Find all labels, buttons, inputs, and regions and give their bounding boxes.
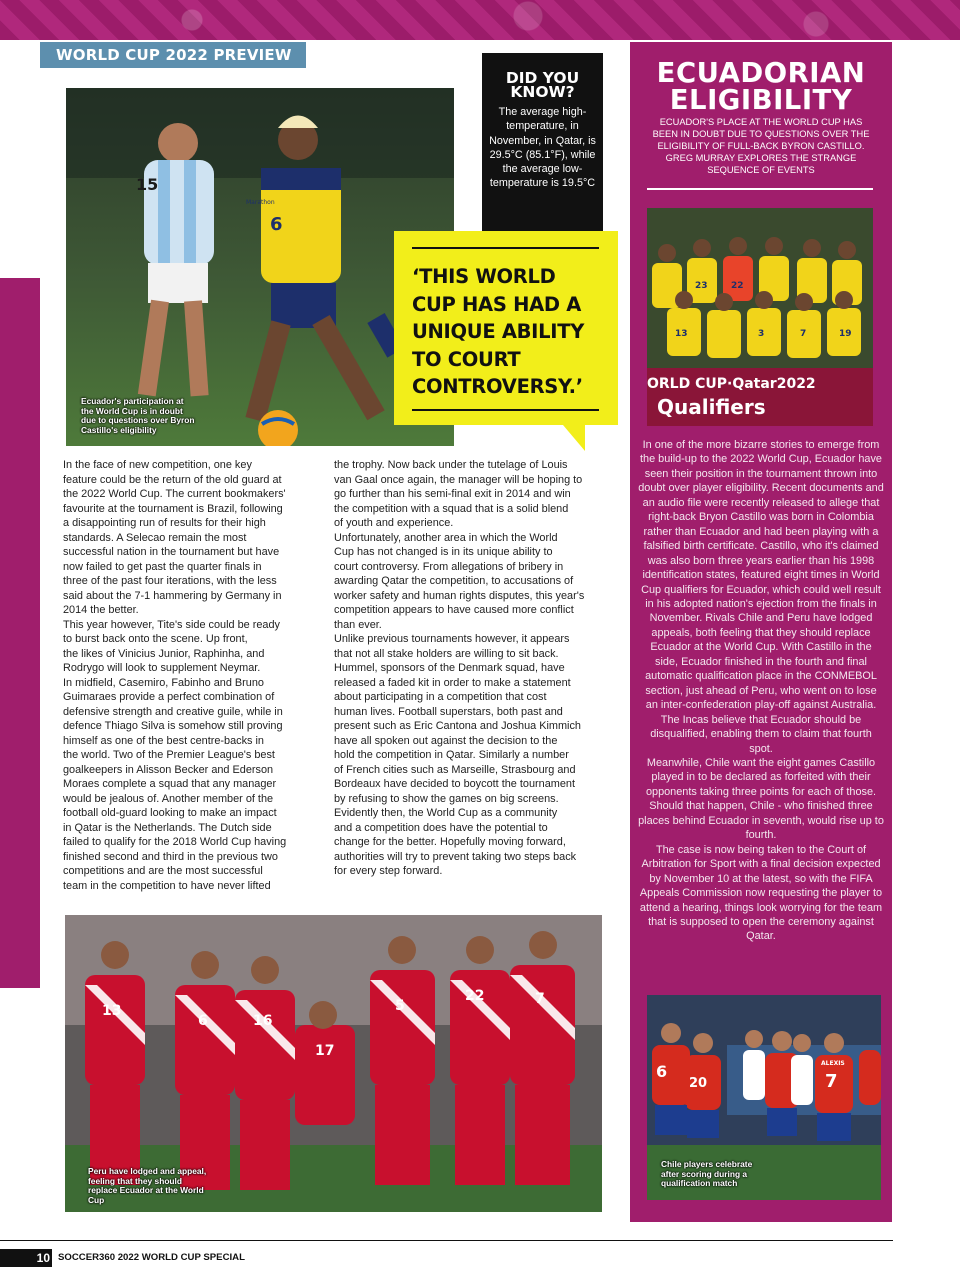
sidebar-title: ECUADORIAN ELIGIBILITY — [656, 57, 866, 116]
article-column-1: In the face of new competition, one key feature could be the return of the old guard at the 2022 World Cup. The current bookmakers' favourite at the tournament is Brazil, following a disappointing run of results for their high standards. A Selecao remain the most successful nation in the tournament but have now failed to get past the quarter finals in three of the past four iterations, with the less said about the 7-1 hammering by Germany in 2014 the better. This year however, Tite's side could be ready to burst back onto the scene. Up front, the likes of Vinicius Junior, Raphinha, and Rodrygo will look to supplement Neymar. In midfield, Casemiro, Fabinho and Bruno Guimaraes provide a perfect combination of defensive strength and creative guile, while in defence Thiago Silva is somehow still proving himself as one of the best centre-backs in the world. Two of the Premier League's best goalkeepers in Alisson Becker and Ederson Moraes complete a squad that any manager would be jealous of. Another member of the football old-guard looking to make an impact in Qatar is the Netherlands. The Dutch side failed to qualify for the 2018 World Cup having finished second and third in the previous two competitions and are the most successful team in the competition to have never lifted — [63, 459, 287, 892]
top-decorative-banner — [0, 0, 960, 40]
qualifiers-banner-bottom: Qualifiers — [657, 395, 766, 419]
svg-text:19: 19 — [839, 329, 852, 339]
sidebar-rule-bottom — [647, 188, 873, 190]
left-accent-bar — [0, 278, 40, 988]
quote-pointer — [563, 425, 585, 451]
photo-chile-celebrate — [647, 995, 881, 1200]
pull-quote: ‘THIS WORLD CUP HAS HAD A UNIQUE ABILITY TO COURT CONTROVERSY.’ — [412, 265, 585, 398]
svg-text:7: 7 — [825, 1071, 838, 1092]
argentina-shirt-number: 15 — [136, 175, 159, 194]
section-label: WORLD CUP 2022 PREVIEW — [40, 42, 306, 68]
shirt-sponsor: Marathon — [246, 199, 275, 206]
did-you-know-box — [482, 53, 603, 231]
sidebar-ecuadorian-eligibility — [630, 42, 892, 1222]
sidebar-body: In one of the more bizarre stories to emerge from the build-up to the 2022 World Cup, Ecuador have seen their position in the tournament thrown into doubt over player eligibility. Recent documents and an audio file were recently released to allege that right-back Bryon Castillo was born in Colombia rather than Ecuador and had been playing with a falsified birth certificate. Castillo, who it's claimed was also born three years earlier than his 1998 identification states, featured eight times in World Cup qualifiers for Ecuador, which could well result in his adopted nation's ejection from the finals in November. Rivals Chile and Peru have lodged appeals, both feeling that they should replace Ecuador at the World Cup. With Castillo in the side, Ecuador finished in the fourth and final automatic qualification place in the CONMEBOL section, just ahead of Peru, who went on to lose an inter-confederation play-off against Australia. The Incas believe that Ecuador should be disqualified, enabling them to claim that fourth spot. Meanwhile, Chile want the eight games Castillo played in to be declared as forfeited with their opponents taking three points for each of those. Should that happen, Chile - who finished three places behind Ecuador in seventh, would rise up to fourth. The case is now being taken to the Court of Arbitration for Sport with a final decision expected by November 10 at the latest, so with the FIFA Appeals Commission now requesting the player to attend a hearing, things look worrying for the team that is supposed to open the ceremony against Qatar. — [638, 439, 884, 943]
svg-text:6: 6 — [656, 1062, 668, 1081]
photo-caption: Peru have lodged and appeal, feeling that they should replace Ecuador at the World Cup — [88, 1166, 207, 1205]
did-you-know-body: The average high-temperature, in November, in Qatar, is 29.5°C (85.1°F), while the average low-temperature is 19.5°C — [489, 106, 596, 190]
svg-text:ALEXIS: ALEXIS — [821, 1060, 845, 1067]
article-column-2: the trophy. Now back under the tutelage of Louis van Gaal once again, the manager will be hoping to go further than his semi-final exit in 2014 and win the competition with a squad that is a solid blend of youth and experience. Unfortunately, another area in which the World Cup has not changed is in its unique ability to court controversy. From allegations of bribery in awarding Qatar the competition, to accusations of worker safety and human rights disputes, this year's competition appears to have caused more conflict than ever. Unlike previous tournaments however, it appears that not all stake holders are willing to sit back. Hummel, sponsors of the Denmark squad, have released a faded kit in order to make a statement about participating in a competition that cost human lives. Football superstars, both past and present such as Eric Cantona and Joshua Kimmich have all spoken out against the decision to the hold the competition in Qatar. Similarly a number of French cities such as Marseille, Strasbourg and Bordeaux have decided to boycott the tournament by refusing to show the games on big screens. Evidently then, the World Cup as a community and a competition does have the potential to change for the better. Hopefully moving forward, authorities will try to prevent taking two steps back for every step forward. — [334, 459, 585, 877]
page-number: 10 — [0, 1249, 52, 1267]
publication-name: SOCCER360 2022 WORLD CUP SPECIAL — [58, 1252, 245, 1263]
footer-rule — [0, 1240, 893, 1241]
svg-text:3: 3 — [758, 329, 765, 339]
sidebar-rule-top — [647, 40, 873, 42]
svg-text:23: 23 — [695, 281, 708, 291]
peru-number-3: 16 — [253, 1013, 273, 1029]
photo-peru-team — [65, 915, 602, 1212]
photo-ecuador-lineup — [647, 208, 873, 426]
pull-quote-box — [394, 231, 618, 425]
quote-rule-top — [412, 247, 599, 249]
svg-text:20: 20 — [689, 1076, 708, 1091]
peru-number-2: 6 — [198, 1013, 208, 1029]
svg-text:22: 22 — [731, 281, 744, 291]
peru-number-4: 17 — [315, 1043, 335, 1059]
sidebar-standfirst: ECUADOR'S PLACE AT THE WORLD CUP HAS BEEN IN DOUBT DUE TO QUESTIONS OVER THE ELIGIBILITY OF FULL-BACK BYRON CASTILLO. GREG MURRAY EXPLORES THE STRANGE SEQUENCE OF EVENTS — [652, 117, 870, 175]
photo-caption: Ecuador's participation at the World Cup is in doubt due to questions over Byron Castillo's eligibility — [81, 396, 195, 435]
ecuador-shirt-number: 6 — [270, 214, 283, 235]
photo-caption: Chile players celebrate after scoring during a qualification match — [661, 1159, 753, 1188]
svg-text:13: 13 — [675, 329, 688, 339]
did-you-know-heading: DID YOU KNOW? — [505, 69, 580, 101]
quote-rule-bottom — [412, 409, 599, 411]
qualifiers-banner-top: ORLD CUP·Qatar2022 — [647, 376, 816, 392]
svg-text:7: 7 — [800, 329, 807, 339]
peru-number-5: 5 — [395, 998, 405, 1014]
peru-number-7: 7 — [535, 991, 545, 1007]
peru-number-6: 22 — [465, 988, 485, 1004]
peru-number-1: 13 — [102, 1003, 122, 1019]
